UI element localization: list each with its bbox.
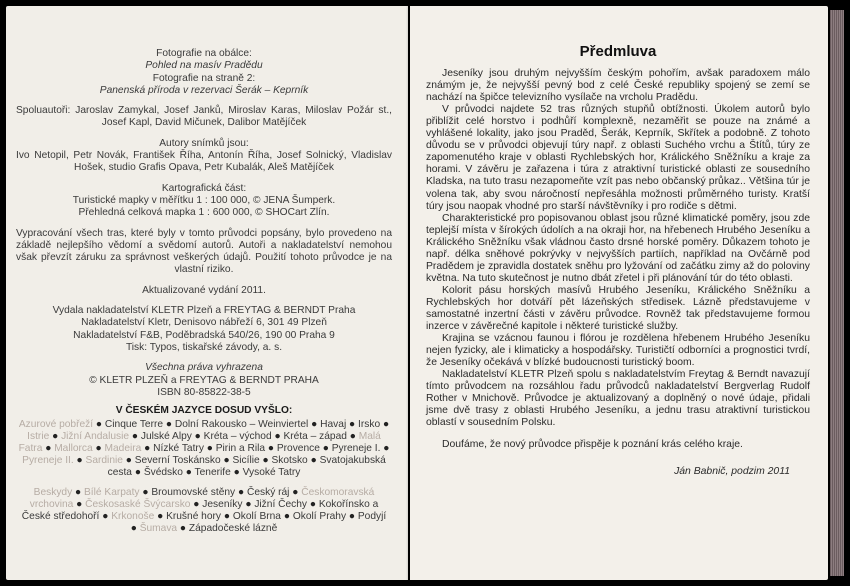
foreword-paragraph: Jeseníky jsou druhým nejvyšším českým pohořím, avšak paradoxem málo známým je, že nejvyšší pevný bod z celé České republiky spojený se zemí se nachází na špičce televizního vysílače na vrcholu Pradědu.: [426, 68, 810, 104]
bullet-icon: ●: [220, 455, 233, 467]
series-title-item: Beskydy: [33, 487, 73, 499]
series-list-czech: [14, 487, 394, 535]
series-title-item: Vysoké Tatry: [242, 467, 301, 479]
bullet-icon: ●: [308, 419, 321, 431]
series-title-item: Irsko: [358, 419, 381, 431]
series-title-item: Okolí Brna: [232, 511, 281, 523]
bullet-icon: ●: [221, 511, 233, 523]
cartography-line-2: Přehledná celková mapka 1 : 600 000, © SHOCart Zlín.: [78, 207, 330, 219]
bullet-icon: ●: [190, 499, 203, 511]
series-title-item: Tenerife: [194, 467, 231, 479]
bullet-icon: ●: [131, 467, 144, 479]
foreword-signature: Ján Babnič, podzim 2011: [674, 465, 790, 477]
series-title-item: Podyjí: [357, 511, 387, 523]
series-title-item: Krkonoše: [111, 511, 155, 523]
bullet-icon: ●: [182, 467, 195, 479]
series-title-item: Okolí Prahy: [292, 511, 347, 523]
right-page: [410, 6, 828, 580]
series-title-item: Český ráj: [246, 487, 290, 499]
bullet-icon: ●: [99, 511, 112, 523]
series-title-item: Jižní Andalusie: [61, 431, 130, 443]
series-title-item: Julské Alpy: [140, 431, 192, 443]
series-list-world: [14, 419, 394, 479]
bullet-icon: ●: [306, 499, 319, 511]
series-title-item: Pyreneje I.: [331, 443, 381, 455]
series-title-item: Madeira: [104, 443, 142, 455]
photo-credit-line: Pohled na masív Pradědu: [145, 60, 263, 72]
photo-authors: Ivo Netopil, Petr Novák, František Říha, Antonín Říha, Josef Solnický, Vladislav Hošek, studio Grafis Opava, Petr Kubalák, Aleš Matějíček: [16, 150, 392, 174]
foreword-paragraph: Krajina se vzácnou faunou i flórou je rozdělena hřebenem Hrubého Jeseníku nejen fyzicky, ale i klimaticky a hospodářsky. Turističtí odborníci a prognostici tvrdí, že Jeseníky očekává v blízké budoucnosti turistický boom.: [426, 333, 810, 369]
publisher-line-1: Vydala nakladatelství KLETR Plzeň a FREYTAG & BERNDT Praha: [52, 305, 356, 317]
bullet-icon: ●: [73, 455, 86, 467]
series-title-item: Jeseníky: [202, 499, 243, 511]
publisher-line-3: Nakladatelství F&B, Poděbradská 540/26, 190 00 Praha 9: [73, 329, 335, 341]
bullet-icon: ●: [289, 487, 302, 499]
cartography-title: Kartografická část:: [161, 182, 247, 194]
foreword-paragraph: Charakteristické pro popisovanou oblast jsou různé klimatické poměry, jsou zde teplejší místa v šírokých údolích a na okraji hor, na hřebenech Hrubého Jeseníku a Králického Sněžníku však vládnou často drsné horské poměry. Důkazem tohoto je např. délka sněhové pokrývky v nejvyšších partiích, například na Ovčárně pod Pradědem je zpravidla dostatek sněhu pro lyžování od začátku zimy až do poloviny května. Na tuto skutečnost je nutno dbát zřetel i při plánování túr do této oblasti.: [426, 212, 810, 284]
page-edges: [830, 10, 844, 576]
publisher-line-4: Tisk: Typos, tiskařské závody, a. s.: [125, 341, 283, 353]
edition: Aktualizované vydání 2011.: [142, 284, 266, 296]
series-title-item: Západočeské lázně: [188, 523, 278, 535]
bullet-icon: ●: [265, 443, 277, 455]
copyright: © KLETR PLZEŇ a FREYTAG & BERNDT PRAHA: [89, 374, 319, 386]
series-title-item: Broumovské stěny: [151, 487, 236, 499]
series-title-item: Dolní Rakousko – Weinviertel: [174, 419, 309, 431]
bullet-icon: ●: [380, 419, 390, 431]
bullet-icon: ●: [163, 419, 175, 431]
bullet-icon: ●: [307, 455, 320, 467]
series-title-item: Cinque Terre: [104, 419, 164, 431]
bullet-icon: ●: [130, 523, 140, 535]
series-title-item: Istrie: [27, 431, 50, 443]
bullet-icon: ●: [271, 431, 284, 443]
series-title-item: Havaj: [320, 419, 347, 431]
series-title-item: Pirin a Rila: [215, 443, 266, 455]
foreword-paragraph: V průvodci najdete 52 tras různých stupňů obtížnosti. Úkolem autorů bylo přiblížit celé horstvo i podhůří komplexně, nezaměřit se pouze na známé a vyhlášené lokality, jako jsou Praděd, Šerák, Keprník, Skřítek a podobně. Z tohoto důvodu se v průvodci objevují túry např. z oblasti Suchého vrchu a Štítů, túry ze zapomenutého kraje v oblasti Rychlebských hor, Králického Sněžníku a kraje za horami. V závěru je zařazena i túra z atraktivní turistické oblasti ze sousedního Kladska, na tuto trasu nezapomeňte vzít pas nebo občanský průkaz.. Většina túr je volena tak, aby svou náročností nepřesáhla možnosti průměrného turisty. Kratší túry jsou naopak vhodné pro starší návštěvníky i pro rodiče s dětmi.: [426, 104, 810, 212]
bullet-icon: ●: [191, 431, 204, 443]
cartography-line-1: Turistické mapky v měřítku 1 : 100 000, © JENA Šumperk.: [72, 194, 336, 206]
series-title-item: Českosaské Švýcarsko: [85, 499, 191, 511]
bullet-icon: ●: [280, 511, 293, 523]
bullet-icon: ●: [129, 431, 141, 443]
foreword-closing: Doufáme, že nový průvodce přispěje k poznání krás celého kraje.: [442, 439, 743, 451]
series-title-item: Nízké Tatry: [153, 443, 204, 455]
bullet-icon: ●: [42, 443, 55, 455]
series-title-item: Pyreneje II.: [22, 455, 74, 467]
bullet-icon: ●: [346, 419, 359, 431]
series-title-item: Českomoravská vrchovina: [29, 487, 375, 511]
series-title-item: Azurové pobřeží: [18, 419, 94, 431]
left-page: [6, 6, 408, 580]
series-title-item: Bílé Karpaty: [84, 487, 140, 499]
bullet-icon: ●: [380, 443, 390, 455]
photo-credit-line: Panenská příroda v rezervaci Šerák – Keprník: [99, 84, 309, 96]
series-title-item: Krušné hory: [166, 511, 222, 523]
bullet-icon: ●: [203, 443, 216, 455]
isbn: ISBN 80-85822-38-5: [157, 386, 251, 398]
series-title-item: Skotsko: [271, 455, 308, 467]
foreword-column: [426, 43, 810, 478]
bullet-icon: ●: [154, 511, 167, 523]
foreword-paragraph: Nakladatelství KLETR Plzeň spolu s nakladatelstvím Freytag & Berndt navazují tímto průvodcem na rozsáhlou řadu průvodců nakladatelství Bergverlag Rudolf Rother v Mnichově. Průvodce je aktualizovaný a doplněný o nové údaje, přidali jsme dvě trasy z oblasti Hrubého Jeseníku, a jednu trasu atraktivní turistickou oblastí v sousedním Polsku.: [426, 369, 810, 429]
foreword-body: [426, 68, 810, 429]
photo-credits: [14, 48, 394, 97]
series-title-item: Malá Fatra: [18, 431, 381, 455]
bullet-icon: ●: [72, 487, 85, 499]
bullet-icon: ●: [92, 443, 105, 455]
series-title-item: Jižní Čechy: [254, 499, 307, 511]
series-title-item: Kokořínsko a České středohoří: [21, 499, 379, 523]
bullet-icon: ●: [177, 523, 189, 535]
series-title-item: Sicílie: [232, 455, 260, 467]
bullet-icon: ●: [346, 431, 359, 443]
photo-credit-line: Fotografie na straně 2:: [152, 72, 256, 84]
foreword-title: Předmluva: [579, 43, 657, 60]
series-title-item: Švédsko: [143, 467, 183, 479]
book-spine-shadow: [406, 6, 408, 580]
bullet-icon: ●: [242, 499, 255, 511]
bullet-icon: ●: [259, 455, 272, 467]
rights: Všechna práva vyhrazena: [145, 362, 263, 374]
series-title-item: Sardinie: [85, 455, 123, 467]
bullet-icon: ●: [230, 467, 243, 479]
foreword-paragraph: Kolorit pásu horských masívů Hrubého Jeseníku, Králického Sněžníku a Rychlebských hor dotváří pět lázeňských středisek. Lázně představujeme v samostatné inzertní části v závěru průvodce. Rovněž tak představujeme formou inzerce v závěrečné kapitole i některé turistické služby.: [426, 284, 810, 333]
disclaimer: Vypracování všech tras, které byly v tomto průvodci popsány, bylo provedeno na základě nejlepšího vědomí a svědomí autorů. Autoři a nakladatelství nemohou však převzít záruku za správnost veškerých údajů. Použití tohoto průvodce je na vlastní riziko.: [16, 227, 392, 276]
bullet-icon: ●: [346, 511, 358, 523]
bullet-icon: ●: [139, 487, 152, 499]
series-title-item: Mallorca: [54, 443, 93, 455]
bullet-icon: ●: [319, 443, 332, 455]
coauthors: Spoluautoři: Jaroslav Zamykal, Josef Janků, Miroslav Karas, Miloslav Požár st., Josef Kapl, David Mičunek, Dalibor Matějíček: [16, 105, 392, 129]
series-title-item: Kréta – západ: [283, 431, 347, 443]
bullet-icon: ●: [73, 499, 86, 511]
photo-credit-line: Fotografie na obálce:: [156, 48, 252, 59]
series-title-item: Kréta – východ: [203, 431, 272, 443]
series-title-item: Šumava: [139, 523, 178, 535]
bullet-icon: ●: [93, 419, 105, 431]
bullet-icon: ●: [235, 487, 247, 499]
publisher-line-2: Nakladatelství Kletr, Denisovo nábřeží 6, 301 49 Plzeň: [81, 317, 327, 329]
series-title: V ČESKÉM JAZYCE DOSUD VYŠLO:: [115, 405, 293, 417]
bullet-icon: ●: [49, 431, 62, 443]
series-title-item: Svatojakubská cesta: [107, 455, 386, 479]
bullet-icon: ●: [141, 443, 154, 455]
series-title-item: Severní Toskánsko: [134, 455, 221, 467]
imprint-column: [14, 48, 394, 535]
series-title-item: Provence: [276, 443, 320, 455]
bullet-icon: ●: [122, 455, 135, 467]
photo-authors-title: Autory snímků jsou:: [159, 137, 249, 149]
